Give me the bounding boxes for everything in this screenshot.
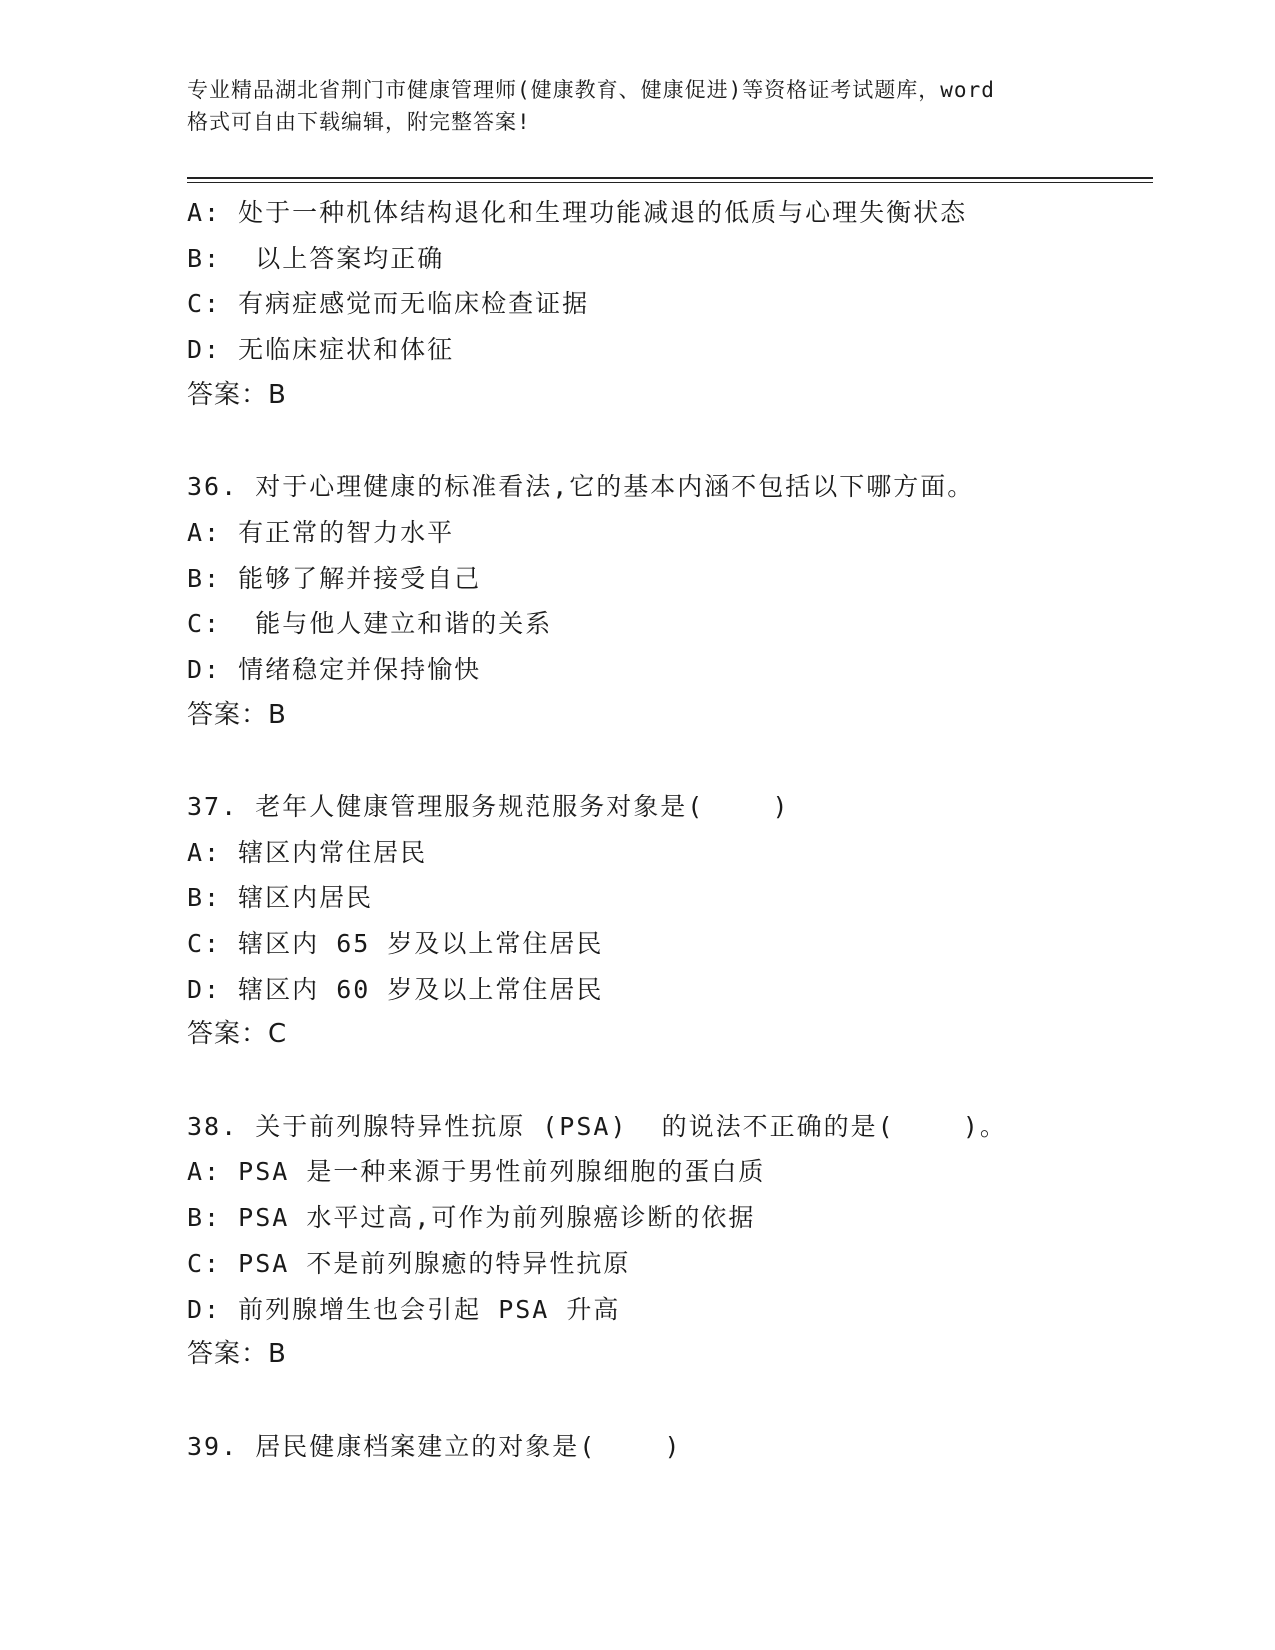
option-c: C: 能与他人建立和谐的关系 — [187, 609, 553, 639]
answer-line: 答案：B — [187, 699, 287, 730]
option-c: C: PSA 不是前列腺癒的特异性抗原 — [187, 1248, 631, 1278]
spacer — [187, 738, 1147, 784]
option-c: C: 辖区内 65 岁及以上常住居民 — [187, 929, 604, 958]
spacer — [187, 1378, 1147, 1424]
answer-line: 答案：B — [187, 1339, 287, 1370]
question-39-block — [187, 1424, 1147, 1470]
option-b: B: 辖区内居民 — [187, 883, 374, 913]
option-d: D: 辖区内 60 岁及以上常住居民 — [187, 974, 604, 1004]
header-divider-thick — [187, 177, 1153, 179]
option-b: B: 能够了解并接受自己 — [187, 563, 482, 593]
option-b: B: PSA 水平过高,可作为前列腺癌诊断的依据 — [187, 1203, 756, 1233]
spacer — [187, 1058, 1147, 1104]
option-a: A: PSA 是一种来源于男性前列腺细胞的蛋白质 — [187, 1157, 766, 1187]
option-c: C: 有病症感觉而无临床检查证据 — [187, 289, 590, 319]
document-header — [187, 74, 1087, 138]
question-text: 38. 关于前列腺特异性抗原 (PSA) 的说法不正确的是( )。 — [187, 1111, 1007, 1141]
header-divider-thin — [187, 182, 1153, 183]
answer-line: 答案：C — [187, 1019, 288, 1050]
option-d: D: 无临床症状和体征 — [187, 335, 455, 365]
question-list — [187, 190, 1147, 1469]
question-37-block — [187, 784, 1147, 1058]
option-b: B: 以上答案均正确 — [187, 243, 445, 273]
question-36-block — [187, 464, 1147, 738]
answer-line: 答案：B — [187, 379, 287, 410]
question-text: 37. 老年人健康管理服务规范服务对象是( ) — [187, 791, 790, 821]
spacer — [187, 418, 1147, 464]
option-d: D: 前列腺增生也会引起 PSA 升高 — [187, 1294, 621, 1324]
question-35-block — [187, 190, 1147, 418]
header-line-2: 格式可自由下载编辑，附完整答案! — [187, 110, 531, 134]
option-a: A: 辖区内常住居民 — [187, 837, 428, 867]
option-d: D: 情绪稳定并保持愉快 — [187, 654, 482, 684]
option-a: A: 处于一种机体结构退化和生理功能减退的低质与心理失衡状态 — [187, 198, 968, 227]
option-a: A: 有正常的智力水平 — [187, 517, 455, 547]
header-line-1: 专业精品湖北省荆门市健康管理师(健康教育、健康促进)等资格证考试题库，word — [187, 78, 995, 102]
question-38-block — [187, 1104, 1147, 1378]
question-text: 39. 居民健康档案建立的对象是( ) — [187, 1431, 682, 1461]
question-text: 36. 对于心理健康的标准看法,它的基本内涵不包括以下哪方面。 — [187, 472, 975, 502]
